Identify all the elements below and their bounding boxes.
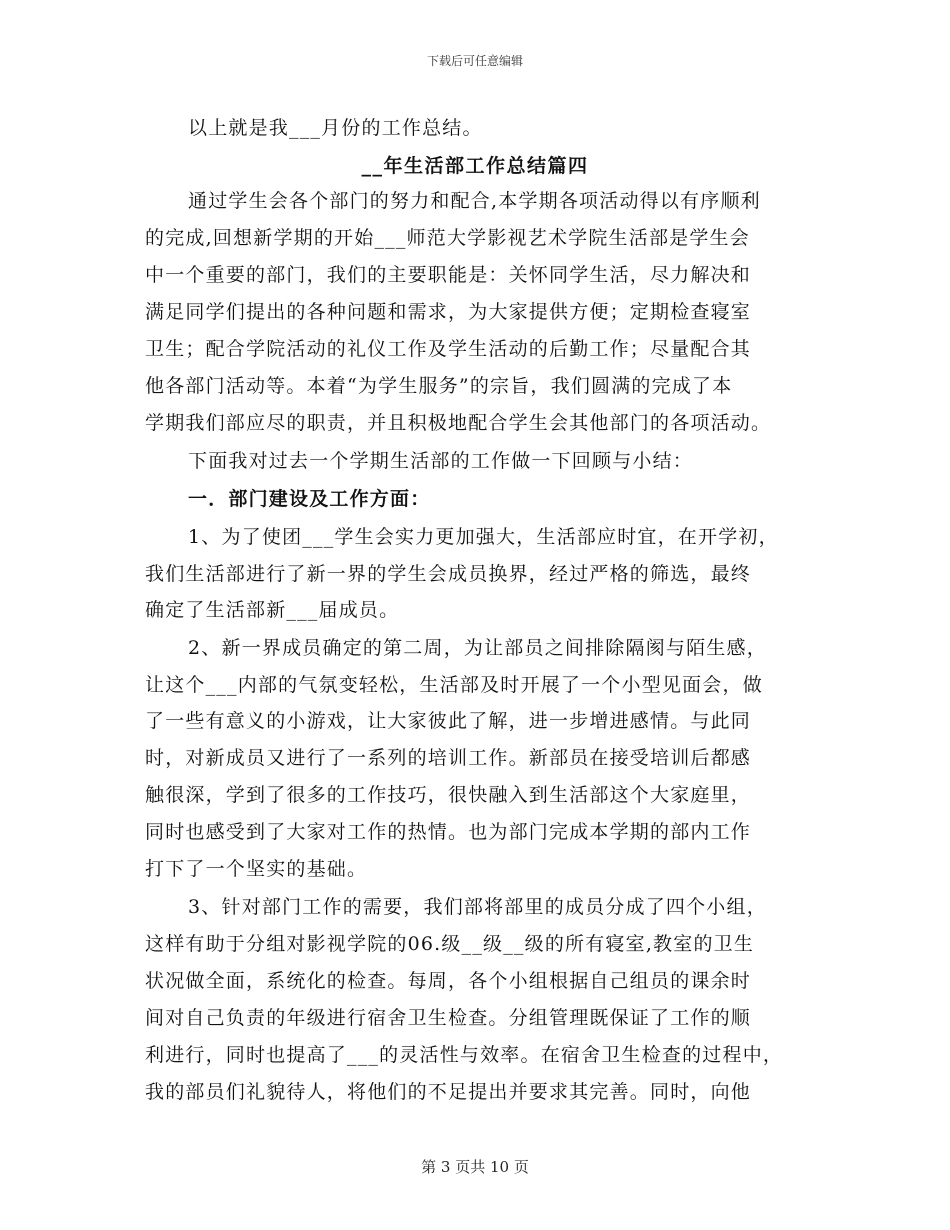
paragraph2: 下面我对过去一个学期生活部的工作做一下回顾与小结： [188, 450, 694, 472]
paragraph1-line-2: 的完成,回想新学期的开始___师范大学影视艺术学院生活部是学生会 [145, 227, 750, 249]
item3-line-6: 我的部员们礼貌待人，将他们的不足提出并要求其完善。同时，向他 [145, 1081, 752, 1103]
item3-line-4: 间对自己负责的年级进行宿舍卫生检查。分组管理既保证了工作的顺 [145, 1007, 752, 1029]
item3-line-1: 3、针对部门工作的需要，我们部将部里的成员分成了四个小组， [188, 896, 767, 918]
item1-line-3: 确定了生活部新___届成员。 [145, 599, 400, 621]
paragraph1-line-3: 中一个重要的部门，我们的主要职能是：关怀同学生活，尽力解决和 [145, 264, 752, 286]
item1-line-1: 1、为了使团___学生会实力更加强大，生活部应时宜，在开学初， [188, 526, 779, 548]
item2-line-1: 2、新一界成员确定的第二周，为让部员之间排除隔阂与陌生感， [188, 637, 767, 659]
item2-line-6: 同时也感受到了大家对工作的热情。也为部门完成本学期的部内工作 [145, 821, 752, 843]
section1-heading: 一．部门建设及工作方面： [188, 488, 431, 510]
paragraph1-line-7: 学期我们部应尽的职责，并且积极地配合学生会其他部门的各项活动。 [145, 412, 772, 434]
item2-line-7: 打下了一个坚实的基础。 [145, 858, 368, 880]
item2-line-4: 时，对新成员又进行了一系列的培训工作。新部员在接受培训后都感 [145, 747, 752, 769]
paragraph1-line-6: 他各部门活动等。本着“为学生服务”的宗旨，我们圆满的完成了本 [145, 375, 733, 397]
item1-line-2: 我们生活部进行了新一界的学生会成员换界，经过严格的筛选，最终 [145, 563, 752, 585]
item3-line-2: 这样有助于分组对影视学院的06.级__级__级的所有寝室,教室的卫生 [145, 933, 755, 955]
paragraph1-line-1: 通过学生会各个部门的努力和配合,本学期各项活动得以有序顺利 [188, 190, 761, 212]
intro-line: 以上就是我___月份的工作总结。 [188, 117, 483, 139]
item3-line-3: 状况做全面，系统化的检查。每周，各个小组根据自己组员的课余时 [145, 970, 752, 992]
paragraph1-line-5: 卫生；配合学院活动的礼仪工作及学生活动的后勤工作；尽量配合其 [145, 338, 752, 360]
section-title: __年生活部工作总结篇四 [361, 155, 589, 177]
page-header-note: 下载后可任意编辑 [426, 54, 523, 68]
page-number-footer: 第 3 页共 10 页 [421, 1158, 529, 1176]
item2-line-5: 触很深，学到了很多的工作技巧，很快融入到生活部这个大家庭里， [145, 784, 752, 806]
item2-line-2: 让这个___内部的气氛变轻松，生活部及时开展了一个小型见面会，做 [145, 674, 763, 696]
item2-line-3: 了一些有意义的小游戏，让大家彼此了解，进一步增进感情。与此同 [145, 710, 752, 732]
item3-line-5: 利进行，同时也提高了___的灵活性与效率。在宿舍卫生检查的过程中， [145, 1044, 784, 1066]
paragraph1-line-4: 满足同学们提出的各种问题和需求，为大家提供方便；定期检查寝室 [145, 301, 752, 323]
